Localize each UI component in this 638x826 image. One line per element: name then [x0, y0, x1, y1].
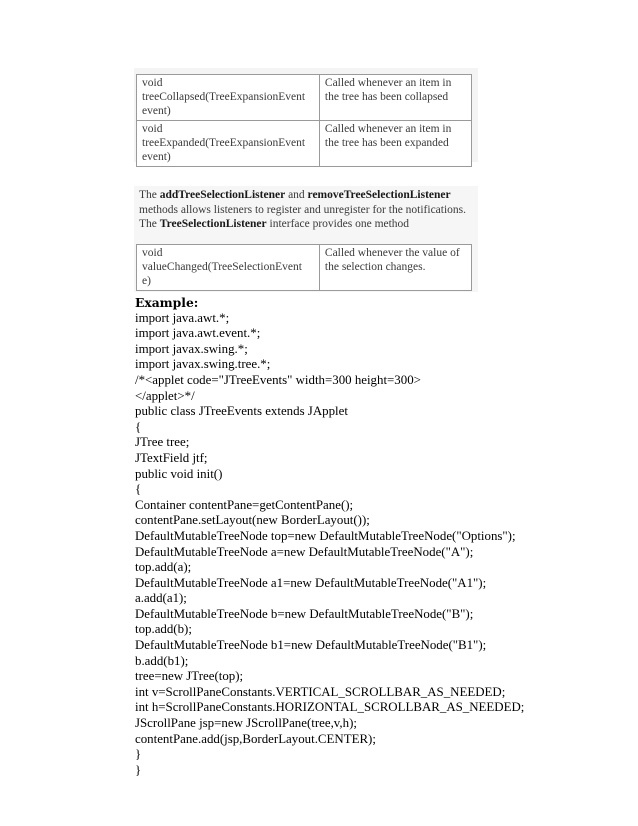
method-cell: [137, 121, 320, 167]
code-line: int h=ScrollPaneConstants.HORIZONTAL_SCROLLBAR_AS_NEEDED;: [135, 700, 525, 715]
code-line: JTree tree;: [135, 435, 190, 450]
listener-interface-name: TreeSelectionListener: [159, 218, 267, 230]
code-line: import java.awt.*;: [135, 310, 230, 325]
code-listing: [135, 295, 605, 778]
tree-selection-listener-image: [134, 186, 478, 292]
description-line: the tree has been collapsed: [324, 91, 449, 103]
paragraph-text: The: [139, 189, 160, 201]
table-row: [137, 121, 472, 167]
example-heading: [135, 295, 605, 311]
code-line: int v=ScrollPaneConstants.VERTICAL_SCROLLBAR_AS_NEEDED;: [135, 684, 506, 699]
method-line: void: [142, 123, 163, 135]
code-line: </applet>*/: [135, 388, 195, 403]
description-cell: [319, 245, 471, 291]
code-line: {: [135, 419, 142, 434]
code-line: public void init(): [135, 466, 223, 481]
code-line: top.add(b);: [135, 622, 192, 637]
method-line: void: [142, 77, 163, 89]
code-line: DefaultMutableTreeNode b1=new DefaultMutableTreeNode("B1");: [135, 638, 487, 653]
code-line: DefaultMutableTreeNode top=new DefaultMutableTreeNode("Options");: [135, 528, 516, 543]
tree-expansion-methods-table-image: [134, 68, 478, 162]
method-line: event): [142, 105, 171, 117]
code-line: DefaultMutableTreeNode a1=new DefaultMutableTreeNode("A1");: [135, 575, 487, 590]
code-line: DefaultMutableTreeNode a=new DefaultMutableTreeNode("A");: [135, 544, 474, 559]
code-line: import javax.swing.tree.*;: [135, 357, 271, 372]
method-line: event): [142, 151, 171, 163]
method-line: treeCollapsed(TreeExpansionEvent: [142, 91, 306, 103]
method-cell: [137, 245, 320, 291]
add-listener-method-name: addTreeSelectionListener: [159, 189, 286, 201]
code-line: }: [135, 747, 142, 762]
description-line: the tree has been expanded: [324, 137, 449, 149]
code-line: /*<applet code="JTreeEvents" width=300 height=300>: [135, 372, 421, 387]
code-line: JScrollPane jsp=new JScrollPane(tree,v,h);: [135, 716, 357, 731]
description-line: the selection changes.: [324, 261, 426, 273]
code-line: b.add(b1);: [135, 653, 189, 668]
code-line: a.add(a1);: [135, 591, 187, 606]
code-line: DefaultMutableTreeNode b=new DefaultMutableTreeNode("B");: [135, 606, 474, 621]
description-line: Called whenever an item in: [324, 123, 452, 135]
code-line: {: [135, 482, 142, 497]
description-line: Called whenever an item in: [324, 77, 452, 89]
remove-listener-method-name: removeTreeSelectionListener: [307, 189, 451, 201]
table-row: [137, 245, 472, 291]
paragraph-text: interface provides one method: [266, 218, 410, 230]
tree-selection-methods-table: [136, 244, 472, 291]
code-line: Container contentPane=getContentPane();: [135, 497, 354, 512]
code-line: import javax.swing.*;: [135, 341, 248, 356]
code-line: contentPane.add(jsp,BorderLayout.CENTER);: [135, 731, 376, 746]
description-cell: [319, 75, 471, 121]
example-label: Example:: [135, 295, 199, 310]
tree-selection-paragraph: [139, 188, 475, 232]
code-line: public class JTreeEvents extends JApplet: [135, 404, 348, 419]
code-line: import java.awt.event.*;: [135, 326, 261, 341]
description-cell: [319, 121, 471, 167]
method-line: valueChanged(TreeSelectionEvent: [142, 261, 302, 273]
paragraph-text: and: [285, 189, 308, 201]
code-line: tree=new JTree(top);: [135, 669, 244, 684]
method-cell: [137, 75, 320, 121]
table-row: [137, 75, 472, 121]
description-line: Called whenever the value of: [324, 247, 460, 259]
code-line: }: [135, 762, 142, 777]
method-line: void: [142, 247, 163, 259]
code-line: contentPane.setLayout(new BorderLayout());: [135, 513, 370, 528]
tree-expansion-methods-table: [136, 74, 472, 167]
code-line: top.add(a);: [135, 560, 192, 575]
method-line: e): [142, 275, 151, 287]
method-line: treeExpanded(TreeExpansionEvent: [142, 137, 306, 149]
paragraph-text: methods allows listeners to register and unregister for the notifications. The: [139, 203, 467, 230]
code-line: JTextField jtf;: [135, 450, 208, 465]
